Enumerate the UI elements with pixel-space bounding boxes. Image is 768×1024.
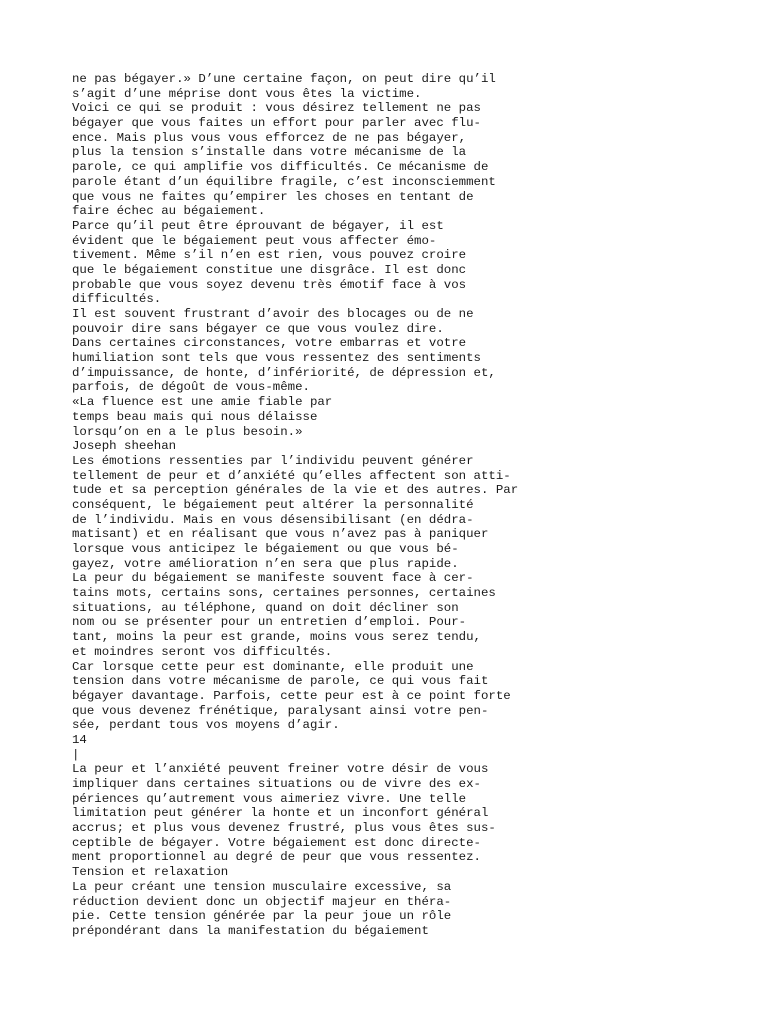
text-line: parole étant d’un équilibre fragile, c’est inconsciemment <box>72 174 496 189</box>
text-line: bégayer davantage. Parfois, cette peur est à ce point forte <box>72 688 511 703</box>
text-line: tension dans votre mécanisme de parole, ce qui vous fait <box>72 674 489 689</box>
text-line: d’impuissance, de honte, d’infériorité, de dépression et, <box>72 365 496 380</box>
quote-author: Joseph sheehan <box>72 439 177 454</box>
text-line: ceptible de bégayer. Votre bégaiement est donc directe- <box>72 835 481 850</box>
text-line: accrus; et plus vous devenez frustré, plus vous êtes sus- <box>72 821 496 836</box>
text-line: La peur du bégaiement se manifeste souvent face à cer- <box>72 571 474 586</box>
text-line: tant, moins la peur est grande, moins vous serez tendu, <box>72 630 481 645</box>
text-line: La peur et l’anxiété peuvent freiner votre désir de vous <box>72 762 489 777</box>
quote-line: lorsqu’on en a le plus besoin.» <box>72 424 303 439</box>
text-line: difficultés. <box>72 292 162 307</box>
text-line: La peur créant une tension musculaire excessive, sa <box>72 879 452 894</box>
text-line: évident que le bégaiement peut vous affecter émo- <box>72 233 437 248</box>
text-line: Dans certaines circonstances, votre embarras et votre <box>72 336 467 351</box>
text-line: pie. Cette tension générée par la peur joue un rôle <box>72 909 452 924</box>
text-line: tellement de peur et d’anxiété qu’elles affectent son atti- <box>72 468 511 483</box>
text-line: Car lorsque cette peur est dominante, elle produit une <box>72 659 474 674</box>
text-line: ence. Mais plus vous vous efforcez de ne pas bégayer, <box>72 130 467 145</box>
text-line: pouvoir dire sans bégayer ce que vous voulez dire. <box>72 321 444 336</box>
text-line: prépondérant dans la manifestation du bégaiement <box>72 923 429 938</box>
section-heading: Tension et relaxation <box>72 865 229 880</box>
text-line: conséquent, le bégaiement peut altérer la personnalité <box>72 497 474 512</box>
text-line: tivement. Même s’il n’en est rien, vous pouvez croire <box>72 248 467 263</box>
quote-line: temps beau mais qui nous délaisse <box>72 409 318 424</box>
text-line: bégayer que vous faites un effort pour parler avec flu- <box>72 116 481 131</box>
text-line: nom ou se présenter pour un entretien d’emploi. Pour- <box>72 615 467 630</box>
text-line: et moindres seront vos difficultés. <box>72 644 333 659</box>
text-line: tude et sa perception générales de la vie et des autres. Par <box>72 483 519 498</box>
text-line: lorsque vous anticipez le bégaiement ou que vous bé- <box>72 542 459 556</box>
text-line: situations, au téléphone, quand on doit décliner son <box>72 600 459 615</box>
text-line: limitation peut générer la honte et un inconfort général <box>72 806 489 821</box>
text-line: Il est souvent frustrant d’avoir des blocages ou de ne <box>72 307 474 321</box>
text-line: tains mots, certains sons, certaines personnes, certaines <box>72 586 496 601</box>
text-line: ne pas bégayer.» D’une certaine façon, on peut dire qu’il <box>72 72 496 86</box>
text-line: de l’individu. Mais en vous désensibilisant (en dédra- <box>72 512 474 527</box>
text-line: parfois, de dégoût de vous-même. <box>72 380 310 395</box>
text-line: impliquer dans certaines situations ou de vivre des ex- <box>72 777 481 791</box>
text-line: s’agit d’une méprise dont vous êtes la victime. <box>72 86 422 101</box>
text-line: gayez, votre amélioration n’en sera que plus rapide. <box>72 556 459 571</box>
text-line: que vous ne faites qu’empirer les choses en tentant de <box>72 189 474 204</box>
text-line: faire échec au bégaiement. <box>72 204 266 219</box>
text-line: Voici ce qui se produit : vous désirez tellement ne pas <box>72 101 481 116</box>
text-line: matisant) et en réalisant que vous n’avez pas à paniquer <box>72 527 489 542</box>
text-line: Les émotions ressenties par l’individu peuvent générer <box>72 453 474 468</box>
quote-line: «La fluence est une amie fiable par <box>72 395 333 410</box>
document-page <box>72 72 762 939</box>
text-line: que le bégaiement constitue une disgrâce. Il est donc <box>72 262 467 277</box>
text-line: que vous devenez frénétique, paralysant ainsi votre pen- <box>72 703 489 718</box>
text-line: plus la tension s’installe dans votre mécanisme de la <box>72 145 467 160</box>
text-line: ment proportionnel au degré de peur que vous ressentez. <box>72 850 481 865</box>
page-number: 14 <box>72 732 87 747</box>
text-line: parole, ce qui amplifie vos difficultés. Ce mécanisme de <box>72 160 489 175</box>
text-line: humiliation sont tels que vous ressentez des sentiments <box>72 351 481 366</box>
text-line: sée, perdant tous vos moyens d’agir. <box>72 718 340 733</box>
text-line: périences qu’autrement vous aimeriez vivre. Une telle <box>72 791 467 806</box>
text-line: réduction devient donc un objectif majeur en théra- <box>72 894 452 909</box>
page-separator: | <box>72 747 80 762</box>
text-line: probable que vous soyez devenu très émotif face à vos <box>72 277 467 292</box>
text-line: Parce qu’il peut être éprouvant de bégayer, il est <box>72 218 444 233</box>
